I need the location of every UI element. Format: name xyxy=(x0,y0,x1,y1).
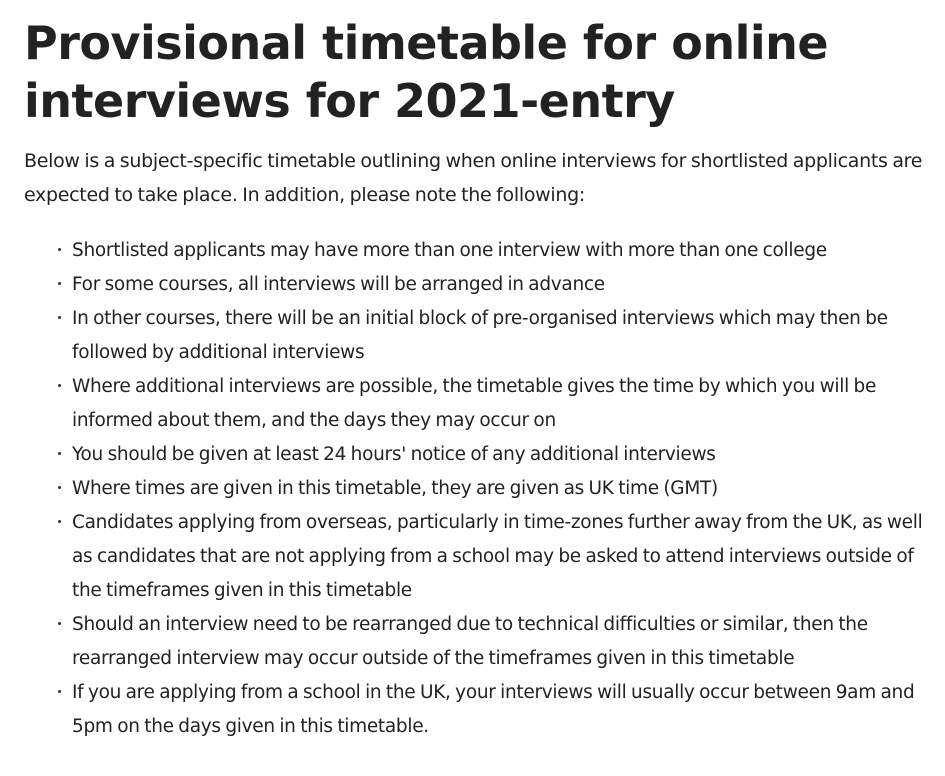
list-item-text: If you are applying from a school in the UK, your interviews will usually occur between 9am and 5pm on the days given in this timetable. xyxy=(72,682,915,737)
list-item xyxy=(24,302,934,370)
bullet-icon xyxy=(58,316,61,319)
content-area xyxy=(24,14,934,744)
list-item-text: Should an interview need to be rearranged due to technical difficulties or similar, then the rearranged interview may occur outside of the timeframes given in this timetable xyxy=(72,614,868,669)
list-item-text: Candidates applying from overseas, particularly in time-zones further away from the UK, as well as candidates that are not applying from a school may be asked to attend interviews outside of the timeframes given in this timetable xyxy=(72,512,923,601)
bullet-icon xyxy=(58,486,61,489)
intro-paragraph: Below is a subject-specific timetable outlining when online interviews for shortlisted applicants are expected to take place. In addition, please note the following: xyxy=(24,150,923,206)
bullet-icon xyxy=(58,384,61,387)
bullet-icon xyxy=(58,452,61,455)
page-title: Provisional timetable for online interviews for 2021-entry xyxy=(24,16,829,128)
list-item xyxy=(24,438,934,472)
notes-list xyxy=(24,234,934,744)
list-item xyxy=(24,608,934,676)
list-item xyxy=(24,370,934,438)
list-item-text: Shortlisted applicants may have more than one interview with more than one college xyxy=(72,240,827,261)
list-item-text: You should be given at least 24 hours' notice of any additional interviews xyxy=(72,444,716,465)
bullet-icon xyxy=(58,248,61,251)
list-item xyxy=(24,506,934,608)
bullet-icon xyxy=(58,622,61,625)
list-item-text: For some courses, all interviews will be arranged in advance xyxy=(72,274,605,295)
bullet-icon xyxy=(58,282,61,285)
list-item-text: In other courses, there will be an initial block of pre-organised interviews which may then be followed by additional interviews xyxy=(72,308,888,363)
list-item xyxy=(24,676,934,744)
list-item xyxy=(24,234,934,268)
list-item-text: Where additional interviews are possible, the timetable gives the time by which you will be informed about them, and the days they may occur on xyxy=(72,376,877,431)
list-item xyxy=(24,472,934,506)
list-item xyxy=(24,268,934,302)
bullet-icon xyxy=(58,520,61,523)
list-item-text: Where times are given in this timetable, they are given as UK time (GMT) xyxy=(72,478,718,499)
bullet-icon xyxy=(58,690,61,693)
